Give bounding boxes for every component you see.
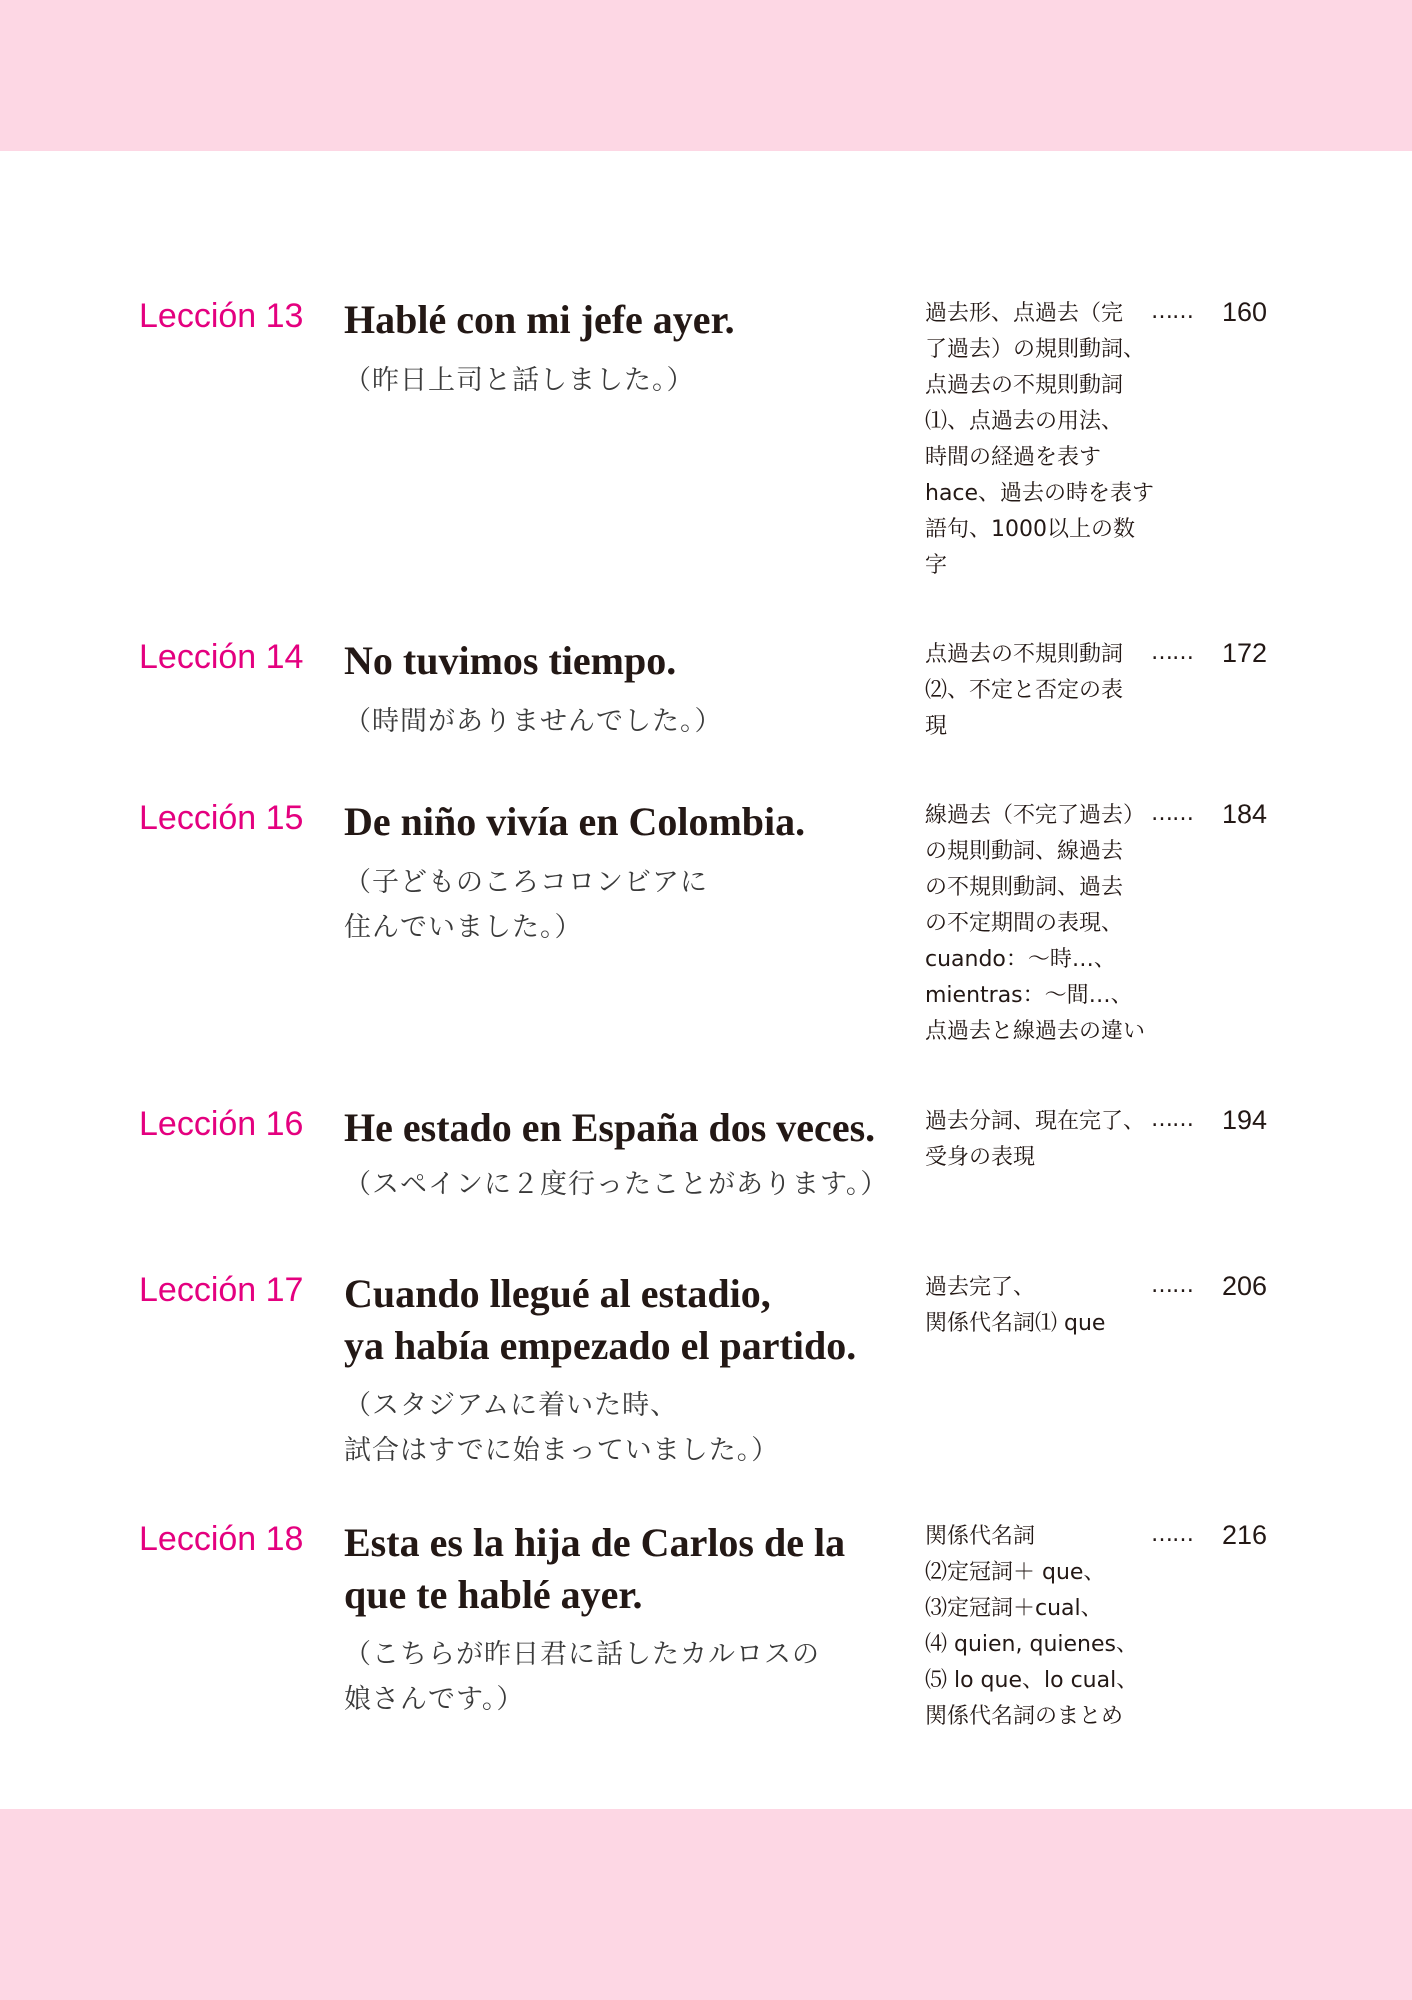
lesson-title-line: ya había empezado el partido. [344, 1323, 857, 1368]
translation-line: （時間がありませんでした。） [344, 706, 723, 737]
leader-dots: …… [1151, 1522, 1193, 1547]
lesson-translation [344, 358, 924, 403]
topic-line: 関係代名詞⑴ que [925, 1311, 1106, 1336]
lesson-number: Lección 13 [139, 297, 304, 335]
topic-line: ⑶定冠詞＋cual、 [925, 1596, 1103, 1621]
lesson-topics [925, 1270, 1147, 1342]
topic-line: 過去分詞、現在完了、 [925, 1109, 1146, 1134]
topic-line: 了過去）の規則動詞、 [925, 337, 1146, 362]
topic-line: ⑸ lo que、lo cual、 [925, 1668, 1139, 1693]
topic-line: 時間の経過を表す [925, 445, 1102, 470]
leader-dots: …… [1151, 1273, 1193, 1298]
lesson-number: Lección 17 [139, 1271, 304, 1309]
lesson-title [344, 1102, 924, 1154]
topic-line: cuando：〜時…、 [925, 947, 1116, 972]
translation-line: （こちらが昨日君に話したカルロスの [344, 1639, 820, 1670]
lesson-title-line: No tuvimos tiempo. [344, 638, 677, 683]
lesson-number: Lección 14 [139, 638, 304, 676]
topic-line: mientras：〜間…、 [925, 983, 1133, 1008]
topic-line: 過去完了、 [925, 1275, 1036, 1300]
topic-line: 点過去と線過去の違い [925, 1019, 1146, 1044]
topic-line: 過去形、点過去（完 [925, 301, 1124, 326]
page-number: 194 [1222, 1105, 1268, 1135]
translation-line: 娘さんです。） [344, 1684, 525, 1715]
page-number: 160 [1222, 297, 1268, 327]
translation-line: （昨日上司と話しました。） [344, 365, 695, 396]
leader-dots: …… [1151, 299, 1193, 324]
lesson-title [344, 1517, 924, 1621]
translation-line: （スペインに２度行ったことがあります。） [344, 1169, 889, 1200]
topic-line: の不定期間の表現、 [925, 911, 1124, 936]
topic-line: 受身の表現 [925, 1145, 1036, 1170]
translation-line: 住んでいました。） [344, 912, 583, 943]
lesson-number: Lección 16 [139, 1105, 304, 1143]
lesson-title-line: Cuando llegué al estadio, [344, 1271, 771, 1316]
topic-line: 点過去の不規則動詞 [925, 642, 1124, 667]
topic-line: ⑵定冠詞＋ que、 [925, 1560, 1106, 1585]
lesson-title [344, 796, 924, 848]
translation-line: 試合はすでに始まっていました。） [344, 1435, 780, 1466]
lesson-title-line: Hablé con mi jefe ayer. [344, 297, 735, 342]
lesson-translation [344, 1632, 924, 1722]
lesson-title [344, 294, 924, 346]
leader-dots: …… [1151, 1107, 1193, 1132]
topic-line: 現 [925, 714, 948, 739]
page-number: 216 [1222, 1520, 1268, 1550]
topic-line: ⑷ quien, quienes、 [925, 1632, 1138, 1657]
lesson-topics [925, 798, 1147, 1050]
topic-line: ⑵、不定と否定の表 [925, 678, 1124, 703]
topic-line: の不規則動詞、過去 [925, 875, 1124, 900]
lesson-translation [344, 860, 924, 950]
lesson-number: Lección 15 [139, 799, 304, 837]
topic-line: hace、過去の時を表す [925, 481, 1155, 506]
lesson-topics [925, 1519, 1147, 1735]
page-number: 172 [1222, 638, 1268, 668]
lesson-title [344, 635, 924, 687]
lesson-number: Lección 18 [139, 1520, 304, 1558]
translation-line: （子どものころコロンビアに [344, 867, 708, 898]
topic-line: 関係代名詞のまとめ [925, 1704, 1124, 1729]
lesson-topics [925, 296, 1155, 584]
lesson-topics [925, 637, 1147, 745]
lesson-title-line: De niño vivía en Colombia. [344, 799, 806, 844]
leader-dots: …… [1151, 801, 1193, 826]
translation-line: （スタジアムに着いた時、 [344, 1390, 679, 1421]
page-number: 206 [1222, 1271, 1268, 1301]
page-number: 184 [1222, 799, 1268, 829]
bottom-decorative-band [0, 1809, 1412, 2000]
top-decorative-band [0, 0, 1412, 151]
lesson-title-line: Esta es la hija de Carlos de la [344, 1520, 846, 1565]
lesson-topics [925, 1104, 1147, 1176]
lesson-title-line: He estado en España dos veces. [344, 1105, 876, 1150]
topic-line: ⑴、点過去の用法、 [925, 409, 1124, 434]
topic-line: 点過去の不規則動詞 [925, 373, 1124, 398]
leader-dots: …… [1151, 640, 1193, 665]
topic-line: 字 [925, 553, 948, 578]
lesson-translation [344, 1162, 924, 1207]
lesson-translation [344, 1383, 924, 1473]
lesson-title-line: que te hablé ayer. [344, 1572, 643, 1617]
topic-line: 線過去（不完了過去） [925, 803, 1146, 828]
lesson-title [344, 1268, 924, 1372]
topic-line: 関係代名詞 [925, 1524, 1036, 1549]
topic-line: の規則動詞、線過去 [925, 839, 1124, 864]
topic-line: 語句、1000以上の数 [925, 517, 1135, 542]
lesson-translation [344, 699, 924, 744]
